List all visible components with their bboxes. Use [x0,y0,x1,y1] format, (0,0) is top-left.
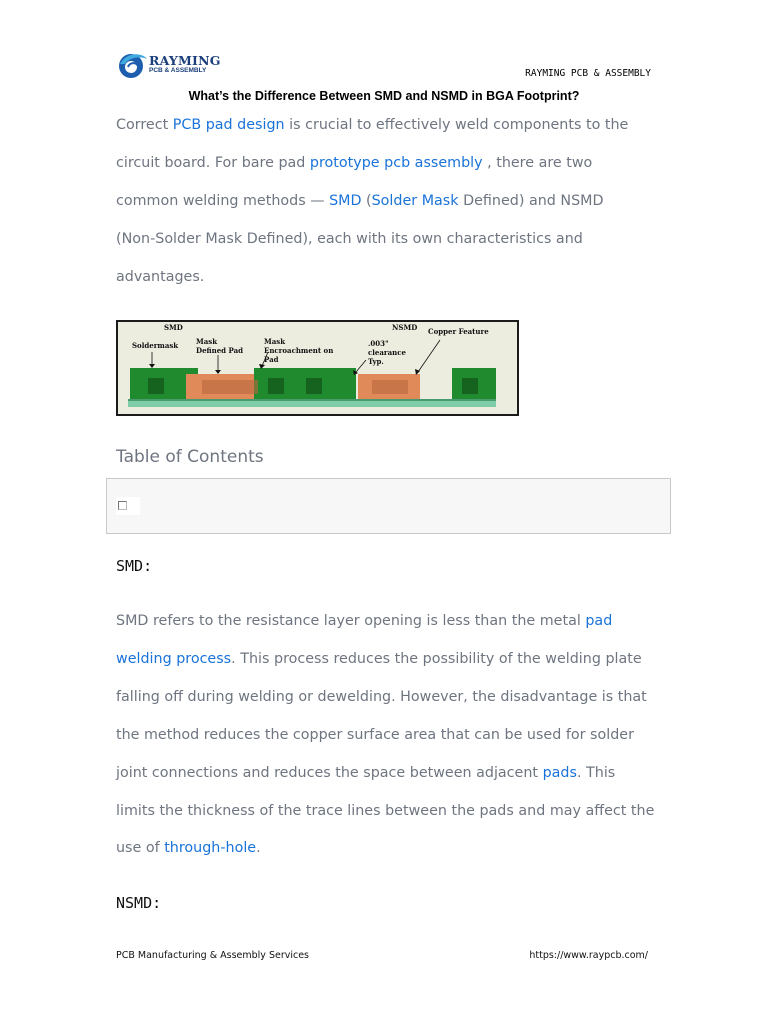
smd-line: welding process. This process reduces the possibility of the welding plate [116,651,642,667]
rayming-logo-icon [116,50,148,80]
smd-line: falling off during welding or dewelding. However, the disadvantage is that [116,689,647,705]
smd-line: joint connections and reduces the space between adjacent pads. This [116,765,616,781]
clearance-label: clearance [368,348,406,357]
encroachment-label: Encroachment on [264,346,334,355]
pads-link[interactable]: pads [542,765,577,781]
intro-line: circuit board. For bare pad prototype pcb assembly , there are two [116,155,593,171]
toc-heading: Table of Contents [116,447,264,467]
logo-subtitle: PCB & ASSEMBLY [149,67,207,74]
clearance-label: Typ. [368,357,384,366]
solder-mask-link[interactable]: Solder Mask [371,193,459,209]
soldermask-label: Soldermask [132,341,179,350]
intro-line: advantages. [116,269,205,285]
rayming-logo [116,50,226,82]
document-title: What’s the Difference Between SMD and NSMD in BGA Footprint? [188,89,580,103]
toc-box [106,478,671,534]
header-company-name: RAYMING PCB & ASSEMBLY [525,68,651,79]
toc-toggle[interactable] [116,497,140,515]
substrate-layer [128,401,496,407]
smd-nsmd-diagram [116,320,519,416]
smd-line: SMD refers to the resistance layer opening is less than the metal pad [116,613,613,629]
encroachment-label: Mask [264,337,286,346]
nsmd-diagram-label: NSMD [392,323,418,332]
pcb-pad-design-link[interactable]: PCB pad design [172,117,285,133]
prototype-pcb-assembly-link[interactable]: prototype pcb assembly [309,155,483,171]
footer-url[interactable]: https://www.raypcb.com/ [529,950,648,961]
smd-line: use of through-hole. [116,840,261,856]
footer-services: PCB Manufacturing & Assembly Services [116,950,310,961]
pad-welding-process-link[interactable]: welding process [116,651,232,667]
smd-heading: SMD: [116,557,153,575]
encroachment-label: Pad [264,355,279,364]
copper-feature-label: Copper Feature [428,327,489,336]
smd-mask-encroach-left [176,368,198,374]
mask-defined-label: Defined Pad [196,346,243,355]
logo-name: RAYMING [149,53,221,68]
checkbox-icon[interactable] [118,501,127,510]
intro-line: common welding methods — SMD (Solder Mask Defined) and NSMD [116,193,604,209]
smd-link[interactable]: SMD [329,193,362,209]
intro-paragraph [116,106,661,296]
nsmd-heading: NSMD: [116,894,162,912]
smd-line: the method reduces the copper surface area that can be used for solder [116,727,634,743]
smd-diagram-label: SMD [164,323,183,332]
smd-line: limits the thickness of the trace lines between the pads and may affect the [116,803,655,819]
smd-paragraph [116,602,661,866]
pad-link[interactable]: pad [585,613,613,629]
clearance-label: .003" [368,339,389,348]
mask-defined-label: Mask [196,337,218,346]
through-hole-link[interactable]: through-hole [164,840,257,856]
intro-line: Correct PCB pad design is crucial to effectively weld components to the [116,117,629,133]
intro-line: (Non-Solder Mask Defined), each with its own characteristics and [116,231,583,247]
